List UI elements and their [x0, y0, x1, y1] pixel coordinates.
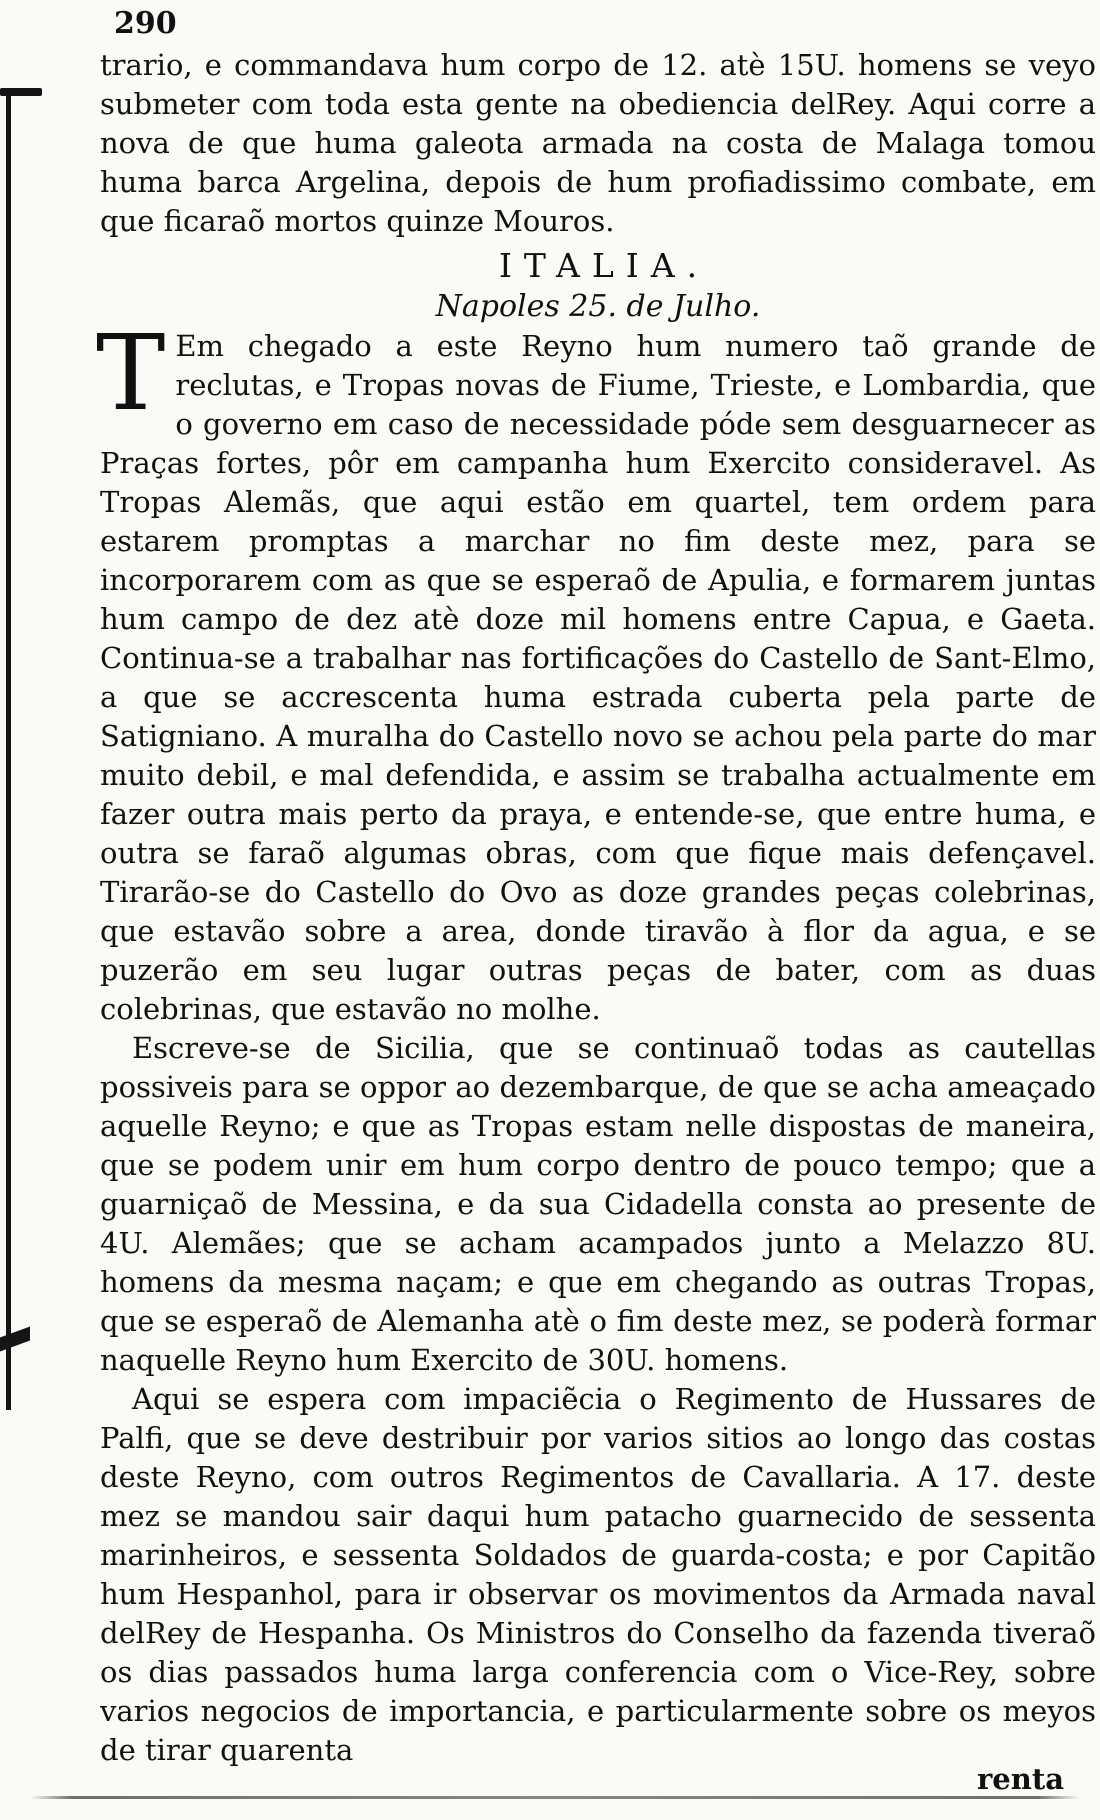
catch-word: renta — [977, 1762, 1064, 1796]
paragraph-naples-text: Em chegado a este Reyno hum numero taõ grande de reclutas, e Tropas novas de Fiume, Trieste, e Lombardia, que o governo em caso de necessidade póde sem desguarnecer as Praças fortes, pôr em campanha hum Exercito consideravel. As Tropas Alemãs, que aqui estão em quartel, tem ordem para estarem promptas a marchar no fim deste mez, para se incorporarem com as que se esperaõ de Apulia, e formarem juntas hum campo de dez atè doze mil homens entre Capua, e Gaeta. Continua-se a trabalhar nas fortificações do Castello de Sant-Elmo, a que se accrescenta huma estrada cuberta pela parte de Satigniano. A muralha do Castello novo se achou pela parte do mar muito debil, e mal defendida, e assim se trabalha actualmente em fazer outra mais perto da praya, e entende-se, que entre huma, e outra se faraõ algumas obras, com que fique mais defençavel. Tirarão-se do Castello do Ovo as doze grandes peças colebrinas, que estavão sobre a area, donde tiravão à flor da agua, e se puzerão em seu lugar outras peças de bater, com as duas colebrinas, que estavão no molhe. — [100, 329, 1096, 1026]
binding-edge-mark — [0, 1327, 30, 1352]
paragraph-continuation: trario, e commandava hum corpo de 12. atè 15U. homens se veyo submeter com toda esta gente na obediencia delRey. Aqui corre a nova de que huma galeota armada na costa de Malaga tomou huma barca Argelina, depois de hum profiadissimo combate, em que ficaraõ mortos quinze Mouros. — [100, 48, 1096, 238]
body-text — [96, 46, 1096, 1770]
paragraph-hussars: Aqui se espera com impaciẽcia o Regimento de Hussares de Palfi, que se deve destribuir por varios sitios ao longo das costas deste Reyno, com outros Regimentos de Cavallaria. A 17. deste mez se mandou sair daqui hum patacho guarnecido de sessenta marinheiros, e sessenta Soldados de guarda-costa; e por Capitão hum Hespanhol, para ir observar os movimentos da Armada naval delRey de Hespanha. Os Ministros do Conselho da fazenda tiveraõ os dias passados huma larga conferencia com o Vice-Rey, sobre varios negocios de importancia, e particularmente sobre os meyos de tirar quarenta — [100, 1382, 1096, 1767]
paragraph-sicily: Escreve-se de Sicilia, que se continuaõ todas as cautellas possiveis para se oppor ao dezembarque, de que se acha ameaçado aquelle Reyno; e que as Tropas estam nelle dispostas de maneira, que se podem unir em hum corpo dentro de pouco tempo; que a guarniçaõ de Messina, e da sua Cidadella consta ao presente de 4U. Alemães; que se acham acampados junto a Melazzo 8U. homens da mesma naçam; e que em chegando as outras Tropas, que se esperaõ de Alemanha atè o fim deste mez, se poderà formar naquelle Reyno hum Exercito de 30U. homens. — [100, 1031, 1096, 1377]
dateline: Napoles 25. de Julho. — [435, 289, 761, 324]
page-number: 290 — [114, 6, 177, 41]
drop-cap: T — [96, 312, 166, 434]
binding-edge — [6, 90, 11, 1410]
paragraph-naples — [96, 312, 1096, 1029]
section-heading: ITALIA. — [498, 246, 710, 285]
page-bottom-edge — [30, 1796, 1080, 1799]
